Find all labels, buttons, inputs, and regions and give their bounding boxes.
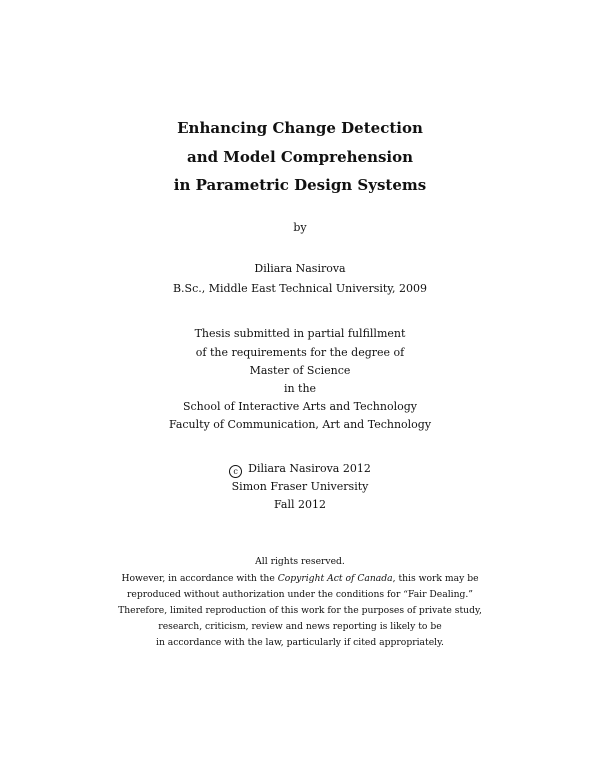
author-name: Diliara Nasirova — [254, 262, 346, 275]
title-line-3: in Parametric Design Systems — [173, 176, 427, 194]
copyright-holder: Diliara Nasirova 2012 — [248, 462, 371, 475]
submission-school: School of Interactive Arts and Technology — [182, 400, 417, 413]
rights-reserved: All rights reserved. — [255, 556, 345, 567]
rights-line-3: reproduced without authorization under the conditions for “Fair Dealing.” — [126, 589, 474, 600]
rights-line-2-suffix: , this work may be — [392, 573, 479, 584]
submission-faculty: Faculty of Communication, Art and Technology — [168, 418, 432, 431]
submission-degree: Master of Science — [249, 364, 351, 377]
submission-line-1: Thesis submitted in partial fulfillment — [194, 327, 406, 340]
copyright-icon: c — [229, 465, 242, 478]
rights-line-4: Therefore, limited reproduction of this work for the purposes of private study, — [118, 605, 482, 616]
rights-line-2 — [0, 573, 600, 584]
university-name: Simon Fraser University — [231, 480, 369, 493]
rights-line-6: in accordance with the law, particularly if cited appropriately. — [156, 637, 444, 648]
author-degree: B.Sc., Middle East Technical University, 2009 — [172, 282, 428, 295]
term: Fall 2012 — [274, 498, 326, 511]
rights-line-5: research, criticism, review and news reporting is likely to be — [158, 621, 442, 632]
submission-line-2: of the requirements for the degree of — [195, 346, 405, 359]
submission-line-4: in the — [283, 382, 317, 395]
copyright-act-title: Copyright Act of Canada — [277, 573, 393, 584]
title-line-2: and Model Comprehension — [186, 148, 414, 166]
copyright-line — [0, 462, 600, 478]
by-label: by — [293, 221, 307, 234]
rights-line-2-prefix: However, in accordance with the — [121, 573, 278, 584]
title-line-1: Enhancing Change Detection — [177, 119, 423, 137]
